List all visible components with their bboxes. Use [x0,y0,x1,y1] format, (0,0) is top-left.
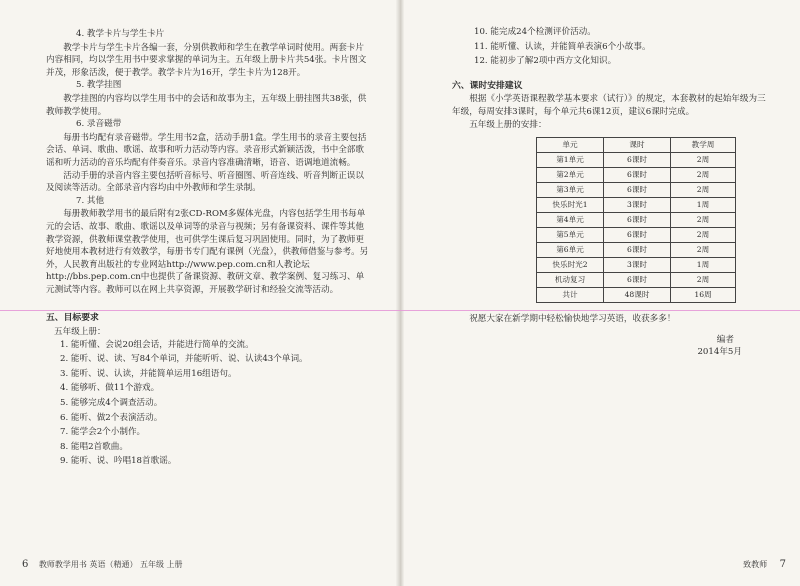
table-cell: 6课时 [604,213,671,228]
table-cell: 3课时 [604,258,671,273]
schedule-table [536,137,736,303]
table-cell: 机动复习 [537,273,604,288]
closing-text: 祝愿大家在新学期中轻松愉快地学习英语，收获多多！ [469,314,676,325]
table-cell: 2周 [671,153,736,168]
goal-item: 12. 能初步了解2项中西方文化知识。 [474,56,617,67]
date: 2014年5月 [697,347,742,358]
section-5-heading: 5. 教学挂图 [76,80,122,91]
table-row [537,213,736,228]
schedule-heading: 六、课时安排建议 [452,80,523,91]
table-cell: 第6单元 [537,243,604,258]
page-number-right: 7 [779,559,786,571]
book-gutter [396,0,404,586]
table-cell: 第1单元 [537,153,604,168]
table-cell: 快乐时光2 [537,258,604,273]
schedule-text: 根据《小学英语课程教学基本要求（试行）》的规定，本套教材的起始年级为三年级，每周安排3课时，每个单元共6课12页，建议6课时完成。 [452,94,766,117]
table-header-row [537,138,736,153]
goals-heading: 五、目标要求 [46,313,99,324]
table-row [537,228,736,243]
table-cell: 2周 [671,168,736,183]
table-cell: 第4单元 [537,213,604,228]
goal-item: 8. 能唱2首歌曲。 [60,441,128,452]
goal-item: 4. 能够听、做11个游戏。 [60,383,160,394]
section-label: 致教师 [743,560,768,570]
goal-item: 11. 能听懂、认读，并能简单表演6个小故事。 [474,41,651,52]
table-row [537,258,736,273]
goal-item: 7. 能学会2个小制作。 [60,427,146,438]
table-cell: 第5单元 [537,228,604,243]
table-cell: 16周 [671,288,736,303]
table-row [537,153,736,168]
editor-signature: 编者 [716,334,734,345]
section-7-heading: 7. 其他 [76,195,105,206]
table-cell: 3课时 [604,198,671,213]
left-footer [22,559,183,572]
goals-list-continued [452,26,766,68]
table-cell: 第3单元 [537,183,604,198]
table-cell: 共计 [537,288,604,303]
scan-artifact-line [0,310,800,311]
table-row [537,273,736,288]
section-4-text: 教学卡片与学生卡片各编一套，分别供教师和学生在教学单词时使用。两套卡片内容相同，均以学生用书中要求掌握的单词为主。五年级上册卡片共54张。卡片图文并茂，形象活泼，便于教学。教学卡片为16开，学生卡片为128开。 [46,42,367,78]
table-cell: 6课时 [604,228,671,243]
table-cell: 第2单元 [537,168,604,183]
table-cell: 6课时 [604,273,671,288]
table-cell: 6课时 [604,168,671,183]
schedule-subheading: 五年级上册的安排： [469,119,547,130]
section-4-heading: 4. 教学卡片与学生卡片 [76,29,165,39]
goals-list [46,339,372,468]
goals-grade: 五年级上册： [54,327,106,338]
table-total-row [537,288,736,303]
table-cell: 2周 [671,213,736,228]
table-cell: 2周 [671,183,736,198]
goal-item: 5. 能够完成4个调查活动。 [60,398,163,409]
right-footer [743,559,786,572]
table-cell: 2周 [671,243,736,258]
running-title: 教师教学用书 英语（精通） 五年级 上册 [38,560,183,570]
column-header: 教学周 [671,138,736,153]
table-row [537,168,736,183]
table-cell: 1周 [671,198,736,213]
section-6-text-1: 每册书均配有录音磁带。学生用书2盒，活动手册1盒。学生用书的录音主要包括会话、单词、歌曲、歌谣、故事和听力活动等内容。录音形式新颖活泼，书中全部歌谣和听力活动的音乐均配有伴奏音乐。录音内容准确清晰，语音、语调地道流畅。 [46,132,367,168]
section-7-text: 每册教师教学用书的最后附有2张CD-ROM多媒体光盘，内容包括学生用书每单元的会话、故事、歌曲、歌谣以及单词等的录音与视频；另有备课资料、课件等其他教学资源，供教师课堂教学使用，也可供学生课后复习巩固使用。同时，为了教师更好地使用本教材进行有效教学，每册书专门配有课例（光盘），供教师借鉴与参考。另外，人民教育出版社的专业网站http://www.pep.com.cn和人教论坛http://bbs.pep.com.cn中也提供了备课资源、教研文章、教学案例、复习练习、单元测试等内容。教师可以在网上共享资源，开展教学研讨和经验交流等活动。 [46,209,369,295]
right-page [402,0,800,586]
section-6-text-2: 活动手册的录音内容主要包括听音标号、听音圈图、听音连线、听音判断正误以及阅读等活动。全部录音内容均由中外教师和学生录制。 [46,170,364,194]
page-number-left: 6 [22,559,29,571]
goal-item: 6. 能听、做2个表演活动。 [60,412,163,423]
table-cell: 1周 [671,258,736,273]
table-cell: 2周 [671,273,736,288]
table-row [537,183,736,198]
goal-item: 9. 能听、说、吟唱18首歌谣。 [60,456,177,467]
table-row [537,243,736,258]
section-6-heading: 6. 录音磁带 [76,119,122,130]
goal-item: 1. 能听懂、会说20组会话，并能进行简单的交流。 [60,339,254,350]
column-header: 课时 [604,138,671,153]
table-cell: 6课时 [604,183,671,198]
goal-item: 2. 能听、说、读、写84个单词，并能听听、说、认读43个单词。 [60,354,308,365]
column-header: 单元 [537,138,604,153]
table-cell: 6课时 [604,243,671,258]
table-row [537,198,736,213]
table-cell: 6课时 [604,153,671,168]
goal-item: 3. 能听、说、认读，并能简单运用16组语句。 [60,368,237,379]
table-cell: 2周 [671,228,736,243]
table-cell: 快乐时光1 [537,198,604,213]
section-5-text: 教学挂图的内容均以学生用书中的会话和故事为主，五年级上册挂图共38张，供教师教学使用。 [46,93,367,117]
goal-item: 10. 能完成24个检测评价活动。 [474,27,596,37]
left-page [0,0,398,586]
table-cell: 48课时 [604,288,671,303]
